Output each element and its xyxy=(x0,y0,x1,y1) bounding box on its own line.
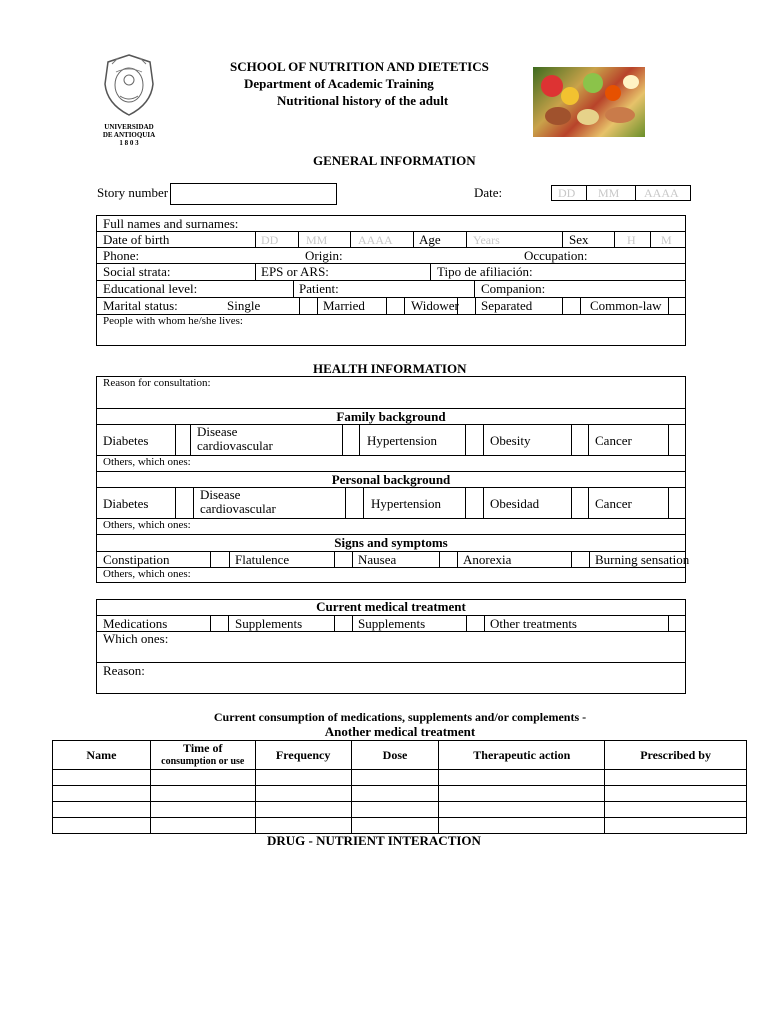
symptom-constipation-label: Constipation xyxy=(103,552,170,567)
personal-diabetes-checkbox[interactable] xyxy=(176,489,192,517)
symptom-nausea-label: Nausea xyxy=(358,552,397,567)
founded-year: 1 8 0 3 xyxy=(119,139,139,147)
consumption-title-1: Current consumption of medications, supplements and/or complements - xyxy=(213,710,587,724)
consumption-table xyxy=(52,740,747,834)
marital-separated-checkbox[interactable] xyxy=(562,298,580,313)
personal-obesidad-checkbox[interactable] xyxy=(572,489,587,517)
col-dose: Dose xyxy=(351,741,439,770)
col-time: Time of consumption or use xyxy=(150,741,255,770)
family-diabetes-label: Diabetes xyxy=(103,433,149,448)
date-month-placeholder: MM xyxy=(598,186,620,200)
dob-label: Date of birth xyxy=(103,232,170,247)
treatment-supplements-label-1: Supplements xyxy=(235,616,303,631)
table-row xyxy=(53,802,747,818)
sex-label: Sex xyxy=(569,232,589,247)
symptom-constipation-checkbox[interactable] xyxy=(211,552,228,566)
col-name: Name xyxy=(53,741,151,770)
social-strata-label: Social strata: xyxy=(103,264,171,279)
family-cardio-label: Disease cardiovascular xyxy=(197,424,273,453)
treatment-which-label: Which ones: xyxy=(103,631,169,646)
story-number-label: Story number xyxy=(97,185,169,200)
dob-day-placeholder: DD xyxy=(261,233,279,247)
patient-label: Patient: xyxy=(299,281,339,296)
symptom-anorexia-checkbox[interactable] xyxy=(572,552,588,566)
marital-single-label: Single xyxy=(227,298,261,313)
treatment-supplements-checkbox-1[interactable] xyxy=(335,616,351,630)
treatment-reason-label: Reason: xyxy=(103,663,145,678)
story-number-input[interactable] xyxy=(170,183,337,205)
date-label: Date: xyxy=(474,185,503,200)
university-line1: UNIVERSIDAD xyxy=(104,123,154,131)
family-obesity-checkbox[interactable] xyxy=(572,426,587,454)
treatment-supplements-checkbox-2[interactable] xyxy=(467,616,483,630)
date-input[interactable] xyxy=(551,185,691,201)
symptom-flatulence-label: Flatulence xyxy=(235,552,290,567)
sex-m-option[interactable]: M xyxy=(661,233,672,247)
marital-single-checkbox[interactable] xyxy=(299,298,317,313)
occupation-label: Occupation: xyxy=(524,248,588,263)
age-label: Age xyxy=(419,232,441,247)
eps-label: EPS or ARS: xyxy=(261,264,329,279)
people-label: People with whom he/she lives: xyxy=(103,315,243,327)
university-logo xyxy=(98,52,160,147)
university-line2: DE ANTIOQUIA xyxy=(102,131,156,139)
family-hypertension-label: Hypertension xyxy=(367,433,438,448)
personal-hypertension-checkbox[interactable] xyxy=(466,489,482,517)
personal-cardio-checkbox[interactable] xyxy=(346,489,362,517)
date-day-placeholder: DD xyxy=(558,186,576,200)
treatment-medications-checkbox[interactable] xyxy=(211,616,227,630)
col-prescribed-by: Prescribed by xyxy=(605,741,747,770)
marital-separated-label: Separated xyxy=(481,298,533,313)
marital-common-law-checkbox[interactable] xyxy=(668,298,685,313)
symptoms-others-label: Others, which ones: xyxy=(103,568,191,580)
personal-cancer-checkbox[interactable] xyxy=(669,489,685,517)
treatment-title: Current medical treatment xyxy=(316,599,466,614)
table-row xyxy=(53,786,747,802)
sex-h-option[interactable]: H xyxy=(627,233,636,247)
marital-status-label: Marital status: xyxy=(103,298,178,313)
symptom-burning-label: Burning sensation xyxy=(595,552,690,567)
general-info-title: GENERAL INFORMATION xyxy=(313,153,476,168)
family-cancer-label: Cancer xyxy=(595,433,632,448)
symptom-nausea-checkbox[interactable] xyxy=(440,552,456,566)
table-row xyxy=(53,770,747,786)
origin-label: Origin: xyxy=(305,248,343,263)
drug-nutrient-title: DRUG - NUTRIENT INTERACTION xyxy=(267,833,481,848)
col-therapeutic-action: Therapeutic action xyxy=(439,741,605,770)
family-cancer-checkbox[interactable] xyxy=(669,426,685,454)
family-obesity-label: Obesity xyxy=(490,433,531,448)
dob-month-placeholder: MM xyxy=(306,233,328,247)
col-frequency: Frequency xyxy=(255,741,351,770)
signs-symptoms-title: Signs and symptoms xyxy=(334,535,448,550)
family-others-label: Others, which ones: xyxy=(103,456,191,468)
health-info-title: HEALTH INFORMATION xyxy=(313,361,467,376)
treatment-other-label: Other treatments xyxy=(490,616,577,631)
personal-background-title: Personal background xyxy=(331,472,451,487)
form-subtitle: Nutritional history of the adult xyxy=(277,93,449,108)
treatment-other-checkbox[interactable] xyxy=(669,616,685,630)
date-year-placeholder: AAAA xyxy=(644,186,679,200)
marital-widower-checkbox[interactable] xyxy=(457,298,475,313)
symptom-anorexia-label: Anorexia xyxy=(463,552,512,567)
personal-diabetes-label: Diabetes xyxy=(103,496,149,511)
personal-cardio-label: Disease cardiovascular xyxy=(200,487,276,516)
marital-married-checkbox[interactable] xyxy=(386,298,404,313)
tipo-afiliacion-label: Tipo de afiliación: xyxy=(437,264,533,279)
consumption-title-2: Another medical treatment xyxy=(324,724,476,739)
marital-widower-label: Widower xyxy=(411,298,459,313)
personal-obesidad-label: Obesidad xyxy=(490,496,540,511)
companion-label: Companion: xyxy=(481,281,546,296)
full-names-label: Full names and surnames: xyxy=(103,216,239,231)
consumption-header-row xyxy=(53,741,747,770)
school-title: SCHOOL OF NUTRITION AND DIETETICS xyxy=(230,59,489,74)
personal-cancer-label: Cancer xyxy=(595,496,632,511)
reason-consultation-label: Reason for consultation: xyxy=(103,377,211,389)
treatment-medications-label: Medications xyxy=(103,616,168,631)
marital-married-label: Married xyxy=(323,298,365,313)
university-seal-icon xyxy=(98,52,160,118)
family-cardio-checkbox[interactable] xyxy=(343,426,358,454)
treatment-supplements-label-2: Supplements xyxy=(358,616,426,631)
food-image xyxy=(533,67,645,137)
education-label: Educational level: xyxy=(103,281,198,296)
family-diabetes-checkbox[interactable] xyxy=(176,426,189,454)
family-hypertension-checkbox[interactable] xyxy=(466,426,482,454)
marital-common-law-label: Common-law xyxy=(590,298,662,313)
personal-hypertension-label: Hypertension xyxy=(371,496,442,511)
family-background-title: Family background xyxy=(336,409,446,424)
personal-others-label: Others, which ones: xyxy=(103,519,191,531)
department-title: Department of Academic Training xyxy=(244,76,434,91)
table-row xyxy=(53,818,747,834)
symptom-flatulence-checkbox[interactable] xyxy=(335,552,351,566)
age-years-placeholder: Years xyxy=(473,233,500,247)
phone-label: Phone: xyxy=(103,248,140,263)
dob-year-placeholder: AAAA xyxy=(358,233,393,247)
